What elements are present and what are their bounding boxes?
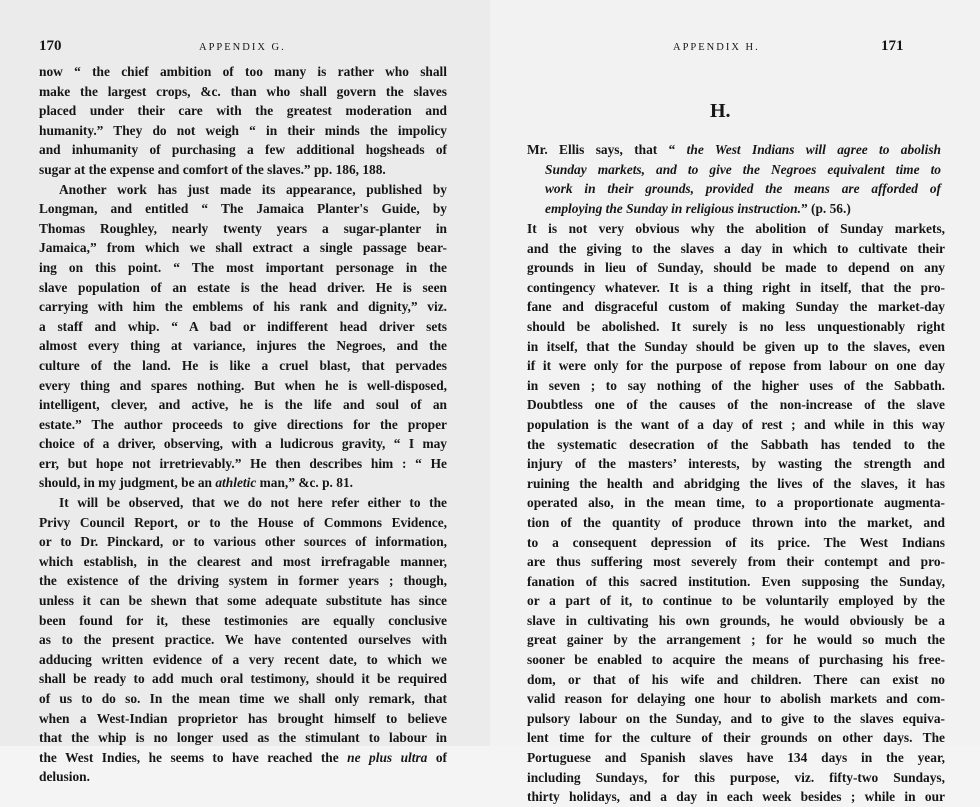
text-line: contingency whatever. It is a thing right in itself, that the pro- <box>527 279 945 295</box>
text-line: should, in my judgment, be an athletic man,” &c. p. 81. <box>39 475 353 491</box>
text-line: culture of the land. He is like a cruel blast, that pervades <box>39 357 447 373</box>
text-line: ruining the health and abridging the lives of the slaves, it has <box>527 475 945 491</box>
running-head: APPENDIX G. <box>199 42 286 53</box>
text-line: It is not very obvious why the abolition of Sunday markets, <box>527 221 945 236</box>
text-line: Longman, and entitled “ The Jamaica Planter's Guide, by <box>39 201 447 217</box>
text-line: sugar at the expense and comfort of the slaves.” pp. 186, 188. <box>39 161 386 177</box>
quote-line <box>527 179 941 199</box>
text-line: or a part of it, to continue to be voluntarily employed by the <box>527 593 945 609</box>
text-line: err, but hope not irretrievably.” He then describes him : “ He <box>39 455 447 471</box>
text-line: adducing written evidence of a very recent date, to which we <box>39 651 447 667</box>
left-page <box>0 0 490 785</box>
text-line: choice of a driver, observing, with a ludicrous gravity, “ I may <box>39 436 447 452</box>
text-line: almost every thing at variance, injures the Negroes, and the <box>39 338 447 354</box>
running-head: APPENDIX H. <box>673 42 760 53</box>
text-line: lent time for the culture of their grounds on other days. The <box>527 730 945 746</box>
text-line: should be abolished. It surely is no less unquestionably right <box>527 318 945 334</box>
left-body-text <box>39 62 447 787</box>
text-line: ing on this point. “ The most important personage in the <box>39 259 447 275</box>
text-line: Portuguese and Spanish slaves have 134 days in the year, <box>527 750 945 766</box>
text-line: humanity.” They do not weigh “ in their minds the impolicy <box>39 122 447 138</box>
text-line: slave population of an estate is the head driver. He is seen <box>39 279 447 295</box>
text-line: Jamaica,” from which we shall extract a single passage bear- <box>39 240 447 256</box>
right-page <box>490 0 980 805</box>
text-line: intelligent, clever, and active, he is the life and soul of an <box>39 397 447 413</box>
text-line: when a West-Indian proprietor has brought himself to believe <box>39 710 447 726</box>
text-line: been found for it, these testimonies are equally conclusive <box>39 612 447 628</box>
quote-text: the West Indians will agree to abolish <box>686 142 941 157</box>
text-line: fane and disgraceful custom of making Sunday the market-day <box>527 299 945 315</box>
text-line: thirty holidays, and a day in each week besides ; while in our <box>527 789 945 805</box>
quote-text: employing the Sunday in religious instruction. <box>545 200 801 216</box>
text-line: operated also, in the mean time, to a proportionate augmenta- <box>527 495 945 511</box>
page-number: 170 <box>39 38 62 54</box>
text-line: in itself, that the Sunday should be given up to the slaves, even <box>527 338 945 354</box>
text-line: dom, or that of his wife and children. There can exist no <box>527 671 945 687</box>
text-line: tion of the quantity of produce thrown into the market, and <box>527 514 945 530</box>
text-line: Doubtless one of the causes of the non-increase of the slave <box>527 397 945 413</box>
quote-line <box>527 140 941 160</box>
page-number: 171 <box>881 38 904 54</box>
section-heading: H. <box>710 100 731 122</box>
quote-line <box>527 160 941 180</box>
text-line: including Sundays, for this purpose, viz. fifty-two Sundays, <box>527 769 945 785</box>
text-line: as to the present practice. We have contented ourselves with <box>39 632 447 648</box>
text-line: delusion. <box>39 769 90 785</box>
text-line: and the giving to the slaves a day in which to cultivate their <box>527 240 945 256</box>
text-line: in seven ; to say nothing of the higher uses of the Sabbath. <box>527 377 945 393</box>
text-line: and inhumanity of purchasing a few additional hogsheads of <box>39 142 447 158</box>
text-line: the existence of the driving system in former years ; though, <box>39 573 447 589</box>
text-line: sooner be enabled to acquire the means of purchasing his free- <box>527 652 945 668</box>
text-line: unless it can be shewn that some adequate substitute has since <box>39 593 447 609</box>
text-line: estate.” The author proceeds to give directions for the proper <box>39 416 447 432</box>
text-line: It will be observed, that we do not here refer either to the <box>59 495 447 511</box>
quote-intro: Mr. Ellis says, that “ <box>527 142 687 157</box>
text-line: injury of the masters’ interests, by wasting the strength and <box>527 456 945 472</box>
text-line: placed under their care with the greatest moderation and <box>39 103 447 119</box>
text-line: are thus suffering most severely from their contempt and pro- <box>527 554 945 570</box>
text-line: slave in cultivating his own grounds, he would obviously be a <box>527 612 945 628</box>
text-line: valid reason for delaying one hour to abolish markets and com- <box>527 691 945 707</box>
text-line: great gainer by the arrangement ; for he would so much the <box>527 632 945 648</box>
text-line: if it were only for the purpose of repose from labour on one day <box>527 358 945 374</box>
text-line: pulsory labour on the Sunday, and to give to the slaves equiva- <box>527 710 945 726</box>
quote-text: work in their grounds, provided the means are afforded of <box>545 181 941 197</box>
text-line: Another work has just made its appearance, published by <box>59 181 447 197</box>
text-line: to a consequent depression of its price. The West Indians <box>527 534 945 550</box>
text-line: population is the want of a day of rest ; and while in this way <box>527 416 945 432</box>
text-line: make the largest crops, &c. than who shall govern the slaves <box>39 83 447 99</box>
text-line: now “ the chief ambition of too many is rather who shall <box>39 64 447 79</box>
text-line: the West Indies, he seems to have reached the ne plus ultra of <box>39 749 447 765</box>
text-line: fanation of this sacred institution. Even supposing the Sunday, <box>527 573 945 589</box>
quote-line <box>527 199 941 219</box>
text-line: that the whip is no longer used as the stimulant to labour in <box>39 730 447 746</box>
right-body-text <box>527 219 945 807</box>
text-line: grounds in lieu of Sunday, should be made to depend on any <box>527 260 945 276</box>
text-line: Privy Council Report, or to the House of Commons Evidence, <box>39 514 447 530</box>
text-line: a staff and whip. “ A bad or indifferent head driver sets <box>39 318 447 334</box>
text-line: of us to do so. In the mean time we shall only remark, that <box>39 691 447 706</box>
quote-text: Sunday markets, and to give the Negroes equivalent time to <box>545 161 941 177</box>
text-line: carrying with him the emblems of his rank and dignity,” viz. <box>39 299 447 315</box>
text-line: or to Dr. Pinckard, or to various other sources of information, <box>39 534 447 550</box>
text-line: the systematic desecration of the Sabbath has tended to the <box>527 436 945 452</box>
text-line: every thing and spares nothing. But when he is well-disposed, <box>39 377 447 393</box>
epigraph-quote <box>527 140 941 218</box>
text-line: shall be ready to add much oral testimony, should it be required <box>39 671 447 687</box>
text-line: which establish, in the clearest and most irrefragable manner, <box>39 553 447 569</box>
quote-citation: ” (p. 56.) <box>800 200 851 216</box>
text-line: Thomas Roughley, nearly twenty years a sugar-planter in <box>39 220 447 236</box>
